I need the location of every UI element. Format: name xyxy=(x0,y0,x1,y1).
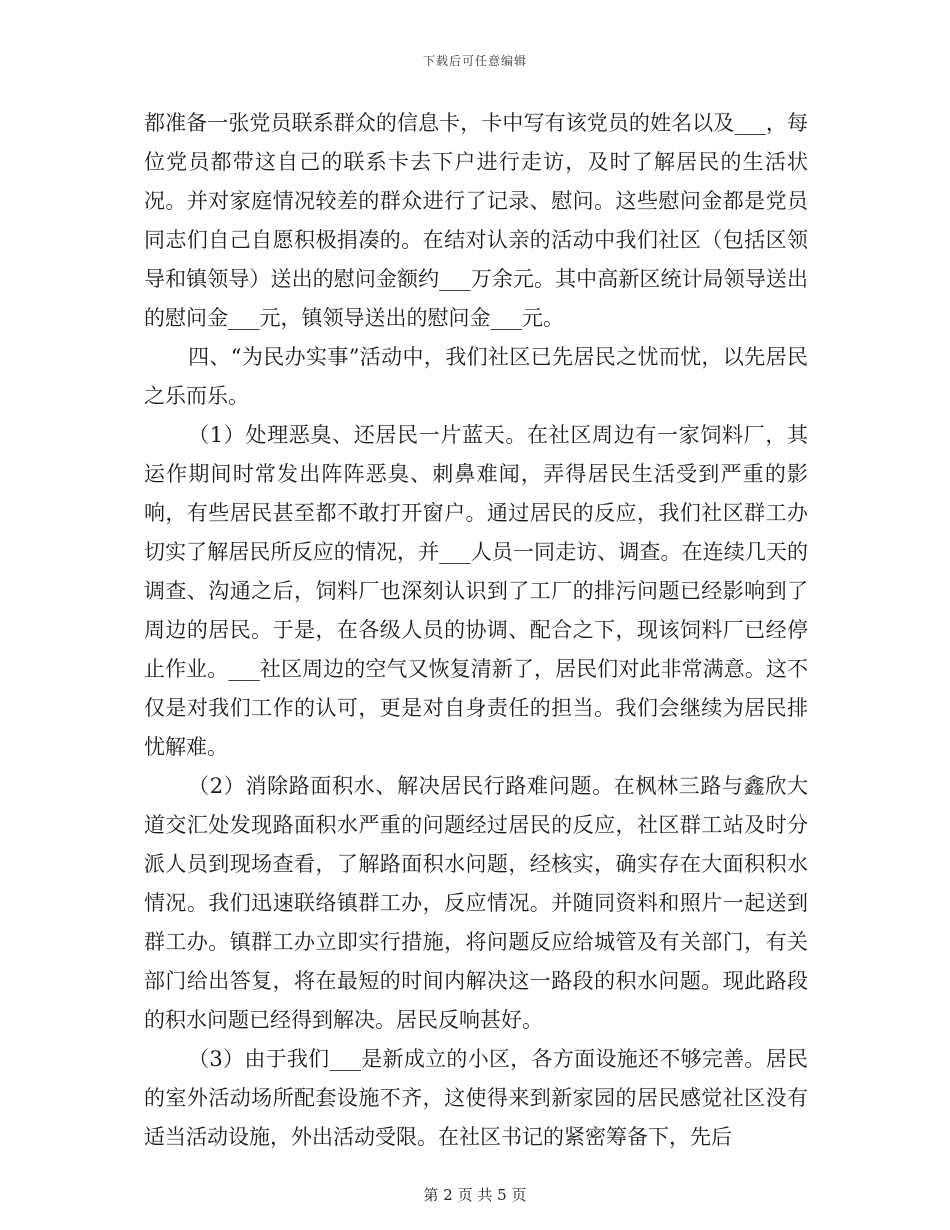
paragraph-section-four: 四、“为民办实事”活动中，我们社区已先居民之忧而忧，以先居民之乐而乐。 xyxy=(144,345,808,408)
page-number-footer: 第 2 页 共 5 页 xyxy=(423,1186,527,1204)
paragraph-item-2: （2）消除路面积水、解决居民行路难问题。在枫林三路与鑫欣大道交汇处发现路面积水严重的问题经过居民的反应，社区群工站及时分派人员到现场查看，了解路面积水问题，经核实，确实存在大面积积水情况。我们迅速联络镇群工办，反应情况。并随同资料和照片一起送到群工办。镇群工办立即实行措施，将问题反应给城管及有关部门，有关部门给出答复，将在最短的时间内解决这一路段的积水问题。现此路段的积水问题已经得到解决。居民反响甚好。 xyxy=(144,774,808,1032)
paragraph-item-1: （1）处理恶臭、还居民一片蓝天。在社区周边有一家饲料厂，其运作期间时常发出阵阵恶臭、刺鼻难闻，弄得居民生活受到严重的影响，有些居民甚至都不敢打开窗户。通过居民的反应，我们社区群工办切实了解居民所反应的情况，并___人员一同走访、调查。在连续几天的调查、沟通之后，饲料厂也深刻认识到了工厂的排污问题已经影响到了周边的居民。于是，在各级人员的协调、配合之下，现该饲料厂已经停止作业。___社区周边的空气又恢复清新了，居民们对此非常满意。这不仅是对我们工作的认可，更是对自身责任的担当。我们会继续为居民排忧解难。 xyxy=(144,423,808,759)
document-body xyxy=(144,104,808,1157)
page-header: 下载后可任意编辑 xyxy=(422,54,527,68)
paragraph-item-3: （3）由于我们___是新成立的小区，各方面设施还不够完善。居民的室外活动场所配套设施不齐，这使得来到新家园的居民感觉社区没有适当活动设施，外出活动受限。在社区书记的紧密筹备下，先后 xyxy=(144,1047,808,1149)
paragraph-continuation: 都准备一张党员联系群众的信息卡，卡中写有该党员的姓名以及___，每位党员都带这自己的联系卡去下户进行走访，及时了解居民的生活状况。并对家庭情况较差的群众进行了记录、慰问。这些慰问金都是党员同志们自己自愿积极捐凑的。在结对认亲的活动中我们社区（包括区领导和镇领导）送出的慰问金额约___万余元。其中高新区统计局领导送出的慰问金___元，镇领导送出的慰问金___元。 xyxy=(144,111,808,330)
